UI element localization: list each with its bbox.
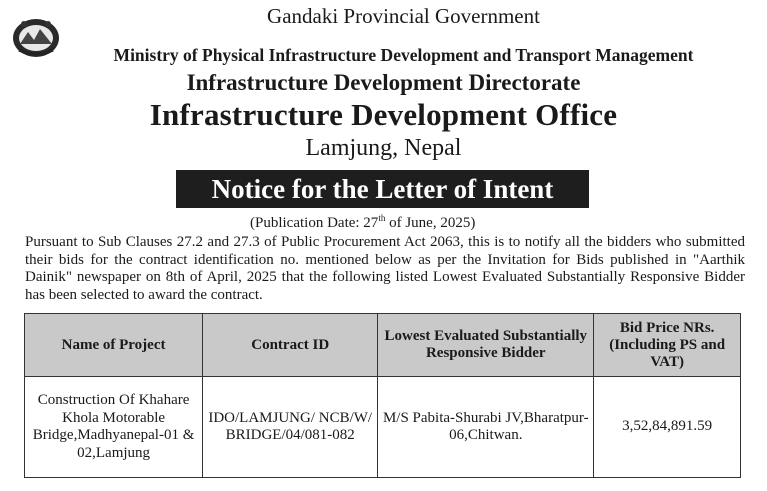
notice-title: Notice for the Letter of Intent bbox=[176, 170, 589, 208]
table-header-row bbox=[25, 314, 741, 377]
notice-body: Pursuant to Sub Clauses 27.2 and 27.3 of Public Procurement Act 2063, this is to notify all the bidders who submitted their bids for the contract identification no. mentioned below as per the Invitation for Bids published in "Aarthik Dainik" newspaper on 8th of April, 2025 that the following listed Lowest Evaluated Substantially Responsive Bidder has been selected to award the contract. bbox=[25, 234, 745, 303]
cell-project: Construction Of Khahare Khola Motorable Bridge,Madhyanepal-01 & 02,Lamjung bbox=[25, 377, 203, 478]
table-row bbox=[25, 377, 741, 478]
government-name: Gandaki Provincial Government bbox=[267, 4, 540, 28]
header-bidder: Lowest Evaluated Substantially Responsive Bidder bbox=[378, 314, 594, 377]
ministry-name: Ministry of Physical Infrastructure Development and Transport Management bbox=[113, 45, 694, 65]
office-name: Infrastructure Development Office bbox=[149, 97, 618, 132]
header-project: Name of Project bbox=[25, 314, 203, 377]
header-bid-price: Bid Price NRs. (Including PS and VAT) bbox=[594, 314, 741, 377]
header-contract-id: Contract ID bbox=[203, 314, 378, 377]
publication-date-ordinal: th bbox=[378, 213, 386, 223]
cell-bidder: M/S Pabita-Shurabi JV,Bharatpur-06,Chitwan. bbox=[378, 377, 594, 478]
publication-date-prefix: (Publication Date: 27 bbox=[250, 215, 379, 231]
bid-table bbox=[24, 313, 741, 478]
directorate-name: Infrastructure Development Directorate bbox=[186, 70, 581, 95]
cell-bid-price: 3,52,84,891.59 bbox=[594, 377, 741, 478]
office-location: Lamjung, Nepal bbox=[305, 135, 462, 161]
publication-date-suffix: of June, 2025) bbox=[385, 215, 476, 231]
publication-date bbox=[250, 213, 475, 232]
cell-contract-id: IDO/LAMJUNG/ NCB/W/ BRIDGE/04/081-082 bbox=[203, 377, 378, 478]
